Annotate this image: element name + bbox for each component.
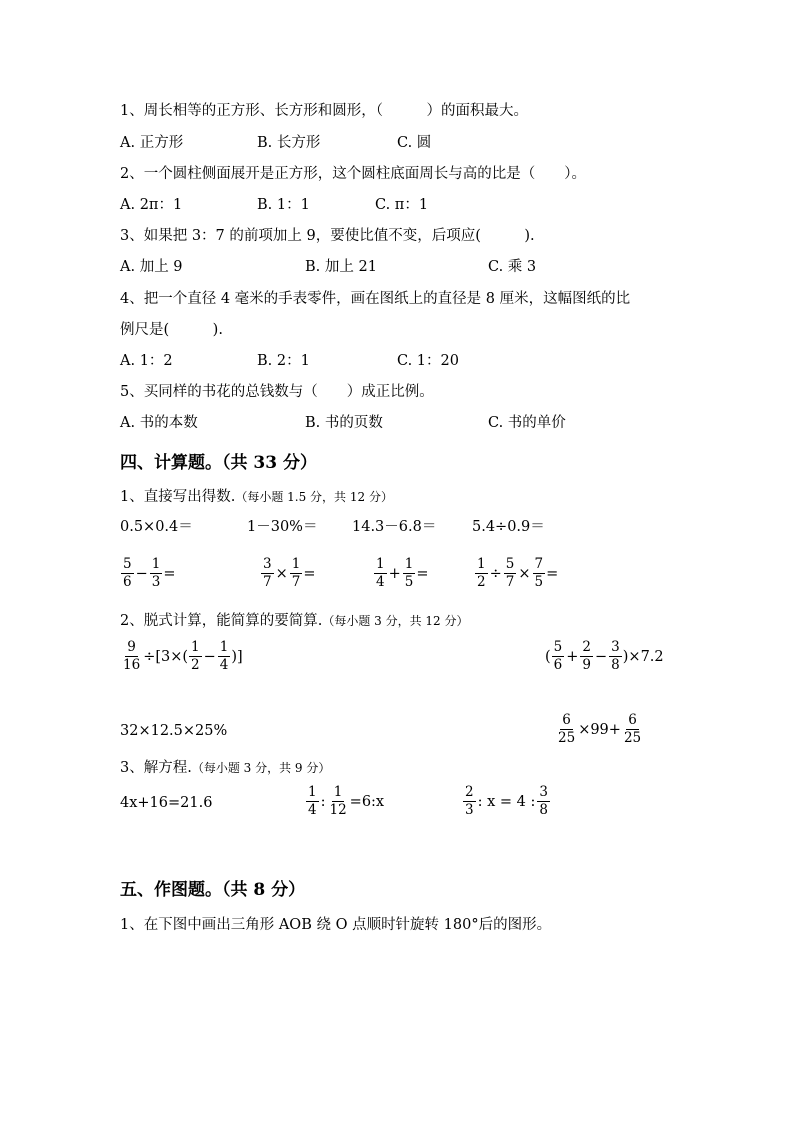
q3-option-a: A. 加上 9 <box>120 259 183 275</box>
calc-part1-label <box>120 487 393 507</box>
q2-option-b: B. 1：1 <box>257 197 310 213</box>
stepwise-calc-4: $\frac{6}{25}$ ×99+ $\frac{6}{25}$ <box>558 712 642 746</box>
q1-stem: 1、周长相等的正方形、长方形和圆形，（ ）的面积最大。 <box>120 103 528 119</box>
calc-part1-text: 1、直接写出得数. <box>120 489 236 505</box>
q4-stem-line2: 例尺是( ). <box>120 322 223 338</box>
fraction: $\frac{3}{7}$ <box>263 556 272 590</box>
stepwise-calc-2: ( $\frac{5}{6}$ + $\frac{2}{9}$ − $\frac{3}{8}$ )×7.2 <box>545 639 664 673</box>
equation-2: $\frac{1}{4}$ : $\frac{1}{12}$ =6:x <box>308 784 385 818</box>
stepwise-calc-1: $\frac{9}{16}$ ÷[3×( $\frac{1}{2}$ − $\frac{1}{4}$ )] <box>123 639 243 673</box>
q4-stem-line1: 4、把一个直径 4 毫米的手表零件，画在图纸上的直径是 8 厘米，这幅图纸的比 <box>120 291 631 307</box>
fraction: $\frac{1}{12}$ <box>329 784 347 818</box>
mental-calc-2: 1－30%＝ <box>247 519 318 535</box>
stepwise-calc-3: 32×12.5×25% <box>120 723 228 739</box>
q1-option-b: B. 长方形 <box>257 135 321 151</box>
fraction: $\frac{3}{8}$ <box>539 784 548 818</box>
fraction: $\frac{1}{4}$ <box>308 784 317 818</box>
fraction: $\frac{1}{4}$ <box>376 556 385 590</box>
mental-calc-1: 0.5×0.4＝ <box>120 519 193 535</box>
q4-option-c: C. 1：20 <box>397 353 459 369</box>
q3-option-c: C. 乘 3 <box>488 259 537 275</box>
q2-option-a: A. 2π：1 <box>120 197 183 213</box>
fraction: $\frac{7}{5}$ <box>534 556 544 590</box>
q3-stem: 3、如果把 3：7 的前项加上 9，要使比值不变，后项应( ). <box>120 228 535 244</box>
fraction: $\frac{5}{6}$ <box>123 556 132 590</box>
mental-calc-4: 5.4÷0.9＝ <box>472 519 545 535</box>
fraction: $\frac{5}{7}$ <box>505 556 515 590</box>
fraction-calc-4: $\frac{1}{2}$ ÷ $\frac{5}{7}$ × $\frac{7}{5}$ = <box>477 556 559 590</box>
q5-option-c: C. 书的单价 <box>488 415 566 431</box>
fraction: $\frac{1}{7}$ <box>291 556 301 590</box>
q5-option-b: B. 书的页数 <box>305 415 383 431</box>
fraction: $\frac{5}{6}$ <box>553 639 563 673</box>
calc-part3-note: （每小题 3 分，共 9 分） <box>191 761 331 775</box>
mental-calc-3: 14.3－6.8＝ <box>352 519 437 535</box>
calc-part2-note: （每小题 3 分，共 12 分） <box>322 614 469 628</box>
fraction-calc-1: $\frac{5}{6}$ − $\frac{1}{3}$ = <box>123 556 176 590</box>
equation-3: $\frac{2}{3}$ : x = 4 : $\frac{3}{8}$ <box>465 784 548 818</box>
fraction: $\frac{1}{5}$ <box>404 556 414 590</box>
fraction: $\frac{6}{25}$ <box>558 712 576 746</box>
q2-stem: 2、一个圆柱侧面展开是正方形，这个圆柱底面周长与高的比是（ ）。 <box>120 166 586 182</box>
section4-title: 四、计算题。（共 33 分） <box>120 453 317 473</box>
fraction: $\frac{2}{3}$ <box>465 784 474 818</box>
fraction: $\frac{1}{3}$ <box>151 556 161 590</box>
fraction: $\frac{1}{2}$ <box>477 556 486 590</box>
calc-part1-note: （每小题 1.5 分，共 12 分） <box>235 490 393 504</box>
q3-option-b: B. 加上 21 <box>305 259 377 275</box>
fraction: $\frac{9}{16}$ <box>123 639 141 673</box>
q1-option-a: A. 正方形 <box>120 135 184 151</box>
q2-option-c: C. π：1 <box>375 197 429 213</box>
fraction: $\frac{3}{8}$ <box>611 639 620 673</box>
fraction: $\frac{1}{4}$ <box>219 639 229 673</box>
section5-title: 五、作图题。（共 8 分） <box>120 880 306 900</box>
q4-option-a: A. 1：2 <box>120 353 173 369</box>
q5-stem: 5、买同样的书花的总钱数与（ ）成正比例。 <box>120 384 434 400</box>
calc-part3-text: 3、解方程. <box>120 760 192 776</box>
calc-part3-label <box>120 758 330 778</box>
fraction-calc-3: $\frac{1}{4}$ + $\frac{1}{5}$ = <box>376 556 429 590</box>
fraction: $\frac{1}{2}$ <box>191 639 200 673</box>
drawing-question-1: 1、在下图中画出三角形 AOB 绕 O 点顺时针旋转 180°后的图形。 <box>120 917 552 933</box>
q1-option-c: C. 圆 <box>397 135 432 151</box>
fraction: $\frac{2}{9}$ <box>582 639 592 673</box>
calc-part2-text: 2、脱式计算，能简算的要简算. <box>120 613 323 629</box>
fraction: $\frac{6}{25}$ <box>623 712 642 746</box>
calc-part2-label <box>120 611 469 631</box>
q5-option-a: A. 书的本数 <box>120 415 198 431</box>
equation-1: 4x+16=21.6 <box>120 795 213 811</box>
fraction-calc-2: $\frac{3}{7}$ × $\frac{1}{7}$ = <box>263 556 316 590</box>
q4-option-b: B. 2：1 <box>257 353 310 369</box>
